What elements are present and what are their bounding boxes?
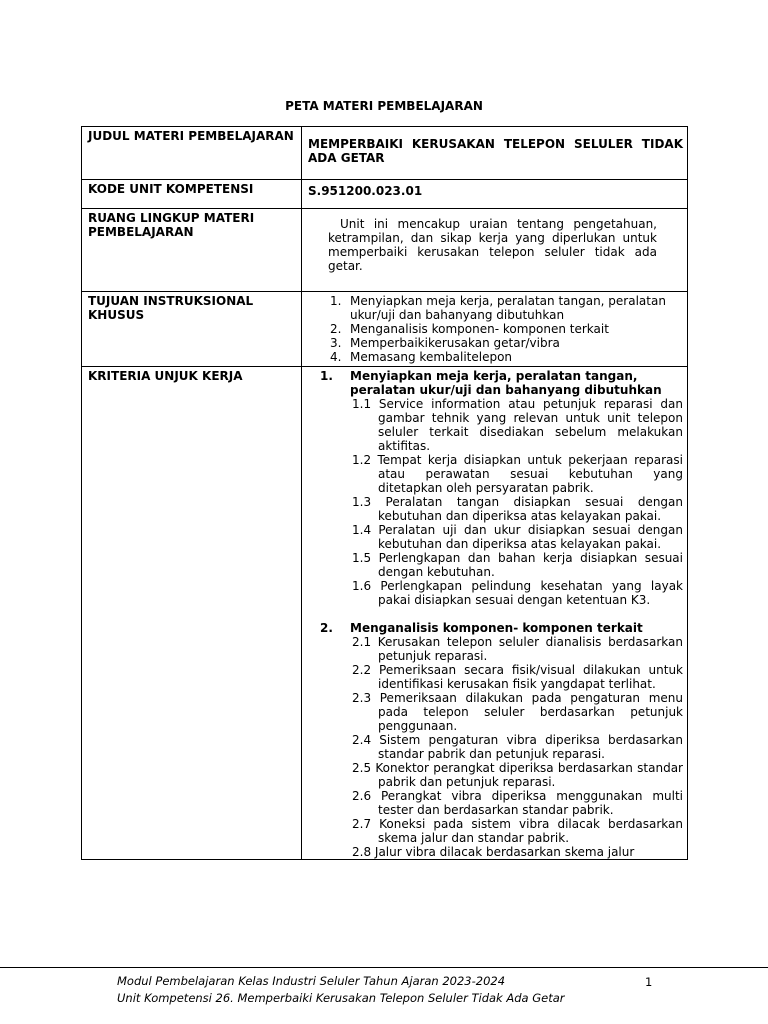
item-text: Menyiapkan meja kerja, peralatan tangan, peralatan ukur/uji dan bahanyang dibutuhkan (350, 294, 666, 322)
table-row-ruang (82, 209, 688, 292)
footer-line-2: Unit Kompetensi 26. Memperbaiki Kerusakan Telepon Seluler Tidak Ada Getar (117, 991, 565, 1005)
footer-line-1: Modul Pembelajaran Kelas Industri Seluler Tahun Ajaran 2023-2024 (117, 974, 506, 988)
row-label-kriteria: KRITERIA UNJUK KERJA (82, 367, 302, 860)
criteria-item: 2.8 Jalur vibra dilacak berdasarkan skema jalur (352, 845, 635, 859)
criteria-item: 2.2 Pemeriksaan secara fisik/visual dilakukan untuk identifikasi kerusakan fisik yangdapat terlihat. (352, 663, 683, 691)
materi-table (81, 126, 688, 860)
table-row-kriteria (82, 367, 688, 860)
criteria-item: 1.6 Perlengkapan pelindung kesehatan yang layak pakai disiapkan sesuai dengan ketentuan K3. (352, 579, 683, 607)
section-heading-text: Menyiapkan meja kerja, peralatan tangan, peralatan ukur/uji dan bahanyang dibutuhkan (350, 369, 662, 397)
criteria-item: 1.4 Peralatan uji dan ukur disiapkan sesuai dengan kebutuhan dan diperiksa atas kelayakan pakai. (352, 523, 683, 551)
row-value-tujuan (302, 292, 688, 367)
criteria-item: 2.5 Konektor perangkat diperiksa berdasarkan standar pabrik dan petunjuk reparasi. (352, 761, 683, 789)
row-value-judul: MEMPERBAIKI KERUSAKAN TELEPON SELULER TIDAK ADA GETAR (302, 127, 688, 180)
criteria-item: 2.1 Kerusakan telepon seluler dianalisis berdasarkan petunjuk reparasi. (352, 635, 683, 663)
criteria-item: 1.1 Service information atau petunjuk reparasi dan gambar tehnik yang relevan untuk unit telepon seluler terkait disediakan sebelum melakukan aktifitas. (352, 397, 683, 453)
item-text: Memasang kembalitelepon (350, 350, 513, 364)
section-heading-text: Menganalisis komponen- komponen terkait (350, 621, 643, 635)
item-number: 2. (330, 322, 342, 336)
scope-text: Unit ini mencakup uraian tentang pengetahuan, ketrampilan, dan sikap kerja yang diperlukan untuk memperbaiki kerusakan telepon seluler tidak ada getar. (328, 217, 657, 273)
criteria-item: 1.5 Perlengkapan dan bahan kerja disiapkan sesuai dengan kebutuhan. (352, 551, 683, 579)
criteria-item: 2.6 Perangkat vibra diperiksa menggunakan multi tester dan berdasarkan standar pabrik. (352, 789, 683, 817)
footer-divider (0, 967, 768, 968)
section-number: 2. (320, 621, 333, 635)
tujuan-list (308, 294, 683, 364)
row-value-kode: S.951200.023.01 (302, 180, 688, 209)
row-label-tujuan: TUJUAN INSTRUKSIONAL KHUSUS (82, 292, 302, 367)
row-label-ruang: RUANG LINGKUP MATERI PEMBELAJARAN (82, 209, 302, 292)
criteria-item: 2.7 Koneksi pada sistem vibra dilacak berdasarkan skema jalur dan standar pabrik. (352, 817, 683, 845)
item-text: Menganalisis komponen- komponen terkait (350, 322, 609, 336)
criteria-item: 1.2 Tempat kerja disiapkan untuk pekerjaan reparasi atau perawatan sesuai kebutuhan yang ditetapkan oleh persyaratan pabrik. (352, 453, 683, 495)
row-value-kriteria (302, 367, 688, 860)
list-item (330, 322, 683, 336)
item-number: 3. (330, 336, 342, 350)
row-value-ruang (302, 209, 688, 292)
list-item (330, 294, 683, 322)
table-row-judul (82, 127, 688, 180)
list-item (330, 336, 683, 350)
list-item (330, 350, 683, 364)
page-title: PETA MATERI PEMBELAJARAN (285, 99, 483, 113)
table-row-tujuan (82, 292, 688, 367)
section-heading (320, 621, 683, 635)
item-number: 1. (330, 294, 342, 308)
item-number: 4. (330, 350, 342, 364)
criteria-item: 2.4 Sistem pengaturan vibra diperiksa berdasarkan standar pabrik dan petunjuk reparasi. (352, 733, 683, 761)
section-heading (320, 369, 683, 397)
criteria-item: 1.3 Peralatan tangan disiapkan sesuai dengan kebutuhan dan diperiksa atas kelayakan pakai. (352, 495, 683, 523)
row-label-judul: JUDUL MATERI PEMBELAJARAN (82, 127, 302, 180)
item-text: Memperbaikikerusakan getar/vibra (350, 336, 560, 350)
criteria-item: 2.3 Pemeriksaan dilakukan pada pengaturan menu pada telepon seluler berdasarkan petunjuk penggunaan. (352, 691, 683, 733)
page-number: 1 (645, 975, 653, 989)
row-label-kode: KODE UNIT KOMPETENSI (82, 180, 302, 209)
section-number: 1. (320, 369, 333, 383)
table-row-kode (82, 180, 688, 209)
